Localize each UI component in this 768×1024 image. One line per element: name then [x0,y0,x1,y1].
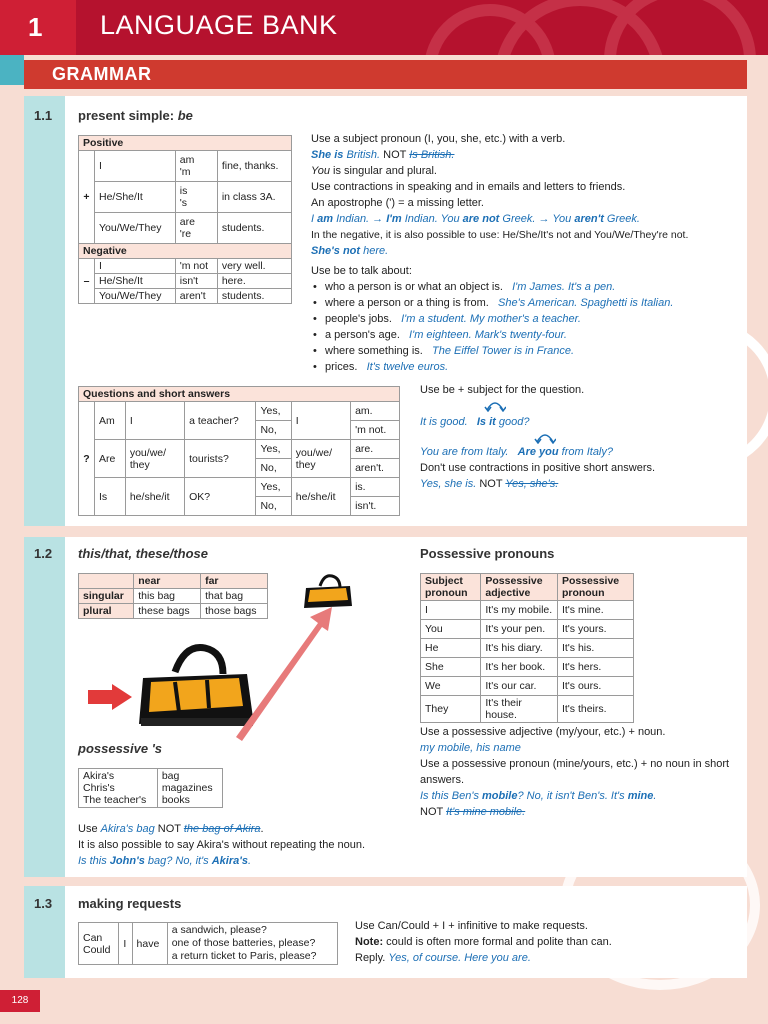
cell: students. [217,213,291,244]
note-line: An apostrophe (') = a missing letter. [311,197,484,209]
note-line: Use Can/Could + I + infinitive to make requests. [355,920,588,932]
cell: He [421,639,481,658]
cell: he/she/it [125,478,184,516]
bullet: • where a person or a thing is from. She's American. Spaghetti is Italian. [311,295,741,311]
cell: It's her book. [481,658,558,677]
gutter-2 [24,537,65,877]
cell: It's your pen. [481,620,558,639]
cell: I [119,923,132,965]
note-line: Use Akira's bag NOT the bag of Akira. [78,823,264,835]
possessive-s-table [78,768,223,808]
cell: a sandwich, please? one of those batteries, please? a return ticket to Paris, please? [167,923,337,965]
teal-strip [0,55,24,85]
cell: You/We/They [95,289,176,304]
cell: plural [79,604,134,619]
cell: I [95,259,176,274]
note-line: Is this John's bag? No, it's Akira's. [78,855,252,867]
cell: They [421,696,481,723]
cell: have [132,923,167,965]
curve-arrow-icon [534,430,556,444]
requests-table [78,922,338,965]
note-line: You is singular and plural. [311,165,437,177]
cell: Can Could [79,923,119,965]
note-line: Use a subject pronoun (I, you, she, etc.) with a verb. [311,133,566,145]
cell: isn't. [351,497,400,516]
cell: I [95,151,176,182]
bullet: • who a person is or what an object is. I'm James. It's a pen. [311,279,741,295]
section-heading: GRAMMAR [24,60,747,89]
bullet: • people's jobs. I'm a student. My mother's a teacher. [311,311,741,327]
gutter-1 [24,96,65,526]
note-line: Use contractions in speaking and in emails and letters to friends. [311,181,626,193]
cell: It's yours. [557,620,633,639]
note-line: Use be + subject for the question. [420,384,585,396]
bullet: • a person's age. I'm eighteen. Mark's twenty-four. [311,327,741,343]
possessive-s-notes [78,821,408,869]
requests-notes [355,918,735,966]
cell: It's his diary. [481,639,558,658]
cell: I [125,402,184,440]
note-line: Note: could is often more formal and polite than can. [355,936,612,948]
cell: You [421,620,481,639]
cell: Possessive pronoun [557,574,633,601]
cell: Yes, [256,440,291,459]
curve-arrow-icon [484,398,506,412]
cell: am 'm [175,151,217,182]
minus-sign: – [79,259,95,304]
bullet: • prices. It's twelve euros. [311,359,741,375]
cell: Am [95,402,126,440]
cell: It's his. [557,639,633,658]
section-title: this/that, these/those [78,546,209,561]
cell: a teacher? [185,402,256,440]
questions-table [78,386,400,516]
note-line: NOT It's mine mobile. [420,806,526,818]
cell: am. [351,402,400,421]
note-line: Yes, she is. NOT Yes, she's. [420,478,559,490]
question-notes [420,382,740,492]
cell: 'm not [175,259,217,274]
possessive-pronouns-table [420,573,634,723]
cell: aren't [175,289,217,304]
cell: bag magazines books [157,769,222,808]
section-title: possessive 's [78,741,163,756]
cell: We [421,677,481,696]
cell: Akira's Chris's The teacher's [79,769,158,808]
negative-label: Negative [79,244,292,259]
cell: 'm not. [351,421,400,440]
note-line: Reply. Yes, of course. Here you are. [355,952,531,964]
possessive-pronoun-notes [420,724,740,820]
be-table [78,135,292,304]
cell: these bags [134,604,201,619]
cell: fine, thanks. [217,151,291,182]
page-number: 128 [0,990,40,1012]
cell: Subject pronoun [421,574,481,601]
cell: Is [95,478,126,516]
page-title: LANGUAGE BANK [100,10,338,40]
cell: very well. [217,259,291,274]
cell: you/we/ they [125,440,184,478]
arrow-icon [88,684,132,710]
cell: No, [256,421,291,440]
note-line: my mobile, his name [420,742,521,754]
arrow-icon [230,605,340,745]
cell: far [201,574,268,589]
cell: Are [95,440,126,478]
cell: are. [351,440,400,459]
cell: No, [256,459,291,478]
cell: here. [217,274,291,289]
cell: It's ours. [557,677,633,696]
cell: you/we/ they [291,440,350,478]
cell: students. [217,289,291,304]
section-title: present simple: be [78,108,193,123]
cell: It's their house. [481,696,558,723]
note-line: She is British. NOT Is British. [311,149,455,161]
cell: It's theirs. [557,696,633,723]
cell: It's mine. [557,601,633,620]
cell: It's hers. [557,658,633,677]
cell: near [134,574,201,589]
section-title: Possessive pronouns [420,546,555,561]
cell: Yes, [256,478,291,497]
question-mark: ? [79,402,95,516]
cell: are 're [175,213,217,244]
cell: Yes, [256,402,291,421]
note-line: Use be to talk about: [311,265,412,277]
note-line: Don't use contractions in positive short answers. [420,462,656,474]
unit-number: 1 [0,0,76,55]
note-line: Use a possessive adjective (my/your, etc.) + noun. [420,726,666,738]
cell: tourists? [185,440,256,478]
cell: that bag [201,589,268,604]
cell: You/We/They [95,213,176,244]
note-line: I am Indian. → I'm Indian. You are not Greek. → You aren't Greek. [311,213,640,225]
cell: I [291,402,350,440]
section-title: making requests [78,896,182,911]
decorative-circles [380,0,768,55]
cell: OK? [185,478,256,516]
cell [79,574,134,589]
cell: isn't [175,274,217,289]
cell: is 's [175,182,217,213]
section-number: 1.1 [34,108,53,123]
cell: She [421,658,481,677]
cell: It's our car. [481,677,558,696]
section-number: 1.3 [34,896,53,911]
be-notes [311,131,741,375]
note-line: She's not here. [311,245,389,257]
bullet: • where something is. The Eiffel Tower is in France. [311,343,741,359]
note-line: You are from Italy. Are you from Italy? [420,446,613,458]
note-line: Is this Ben's mobile? No, it isn't Ben's. It's mine. [420,790,657,802]
positive-label: Positive [79,136,292,151]
cell: He/She/It [95,182,176,213]
cell: is. [351,478,400,497]
note-line: It is good. Is it good? [420,416,530,428]
cell: I [421,601,481,620]
questions-label: Questions and short answers [79,387,400,402]
cell: aren't. [351,459,400,478]
cell: those bags [201,604,268,619]
cell: in class 3A. [217,182,291,213]
cell: He/She/It [95,274,176,289]
plus-sign: + [79,151,95,244]
cell: It's my mobile. [481,601,558,620]
note-line: It is also possible to say Akira's without repeating the noun. [78,839,366,851]
cell: he/she/it [291,478,350,516]
cell: this bag [134,589,201,604]
cell: Possessive adjective [481,574,558,601]
note-line: Use a possessive pronoun (mine/yours, etc.) + no noun in short answers. [420,758,730,786]
note-line: In the negative, it is also possible to use: He/She/It's not and You/We/They're not. [311,229,689,241]
cell: singular [79,589,134,604]
cell: No, [256,497,291,516]
section-number: 1.2 [34,546,53,561]
